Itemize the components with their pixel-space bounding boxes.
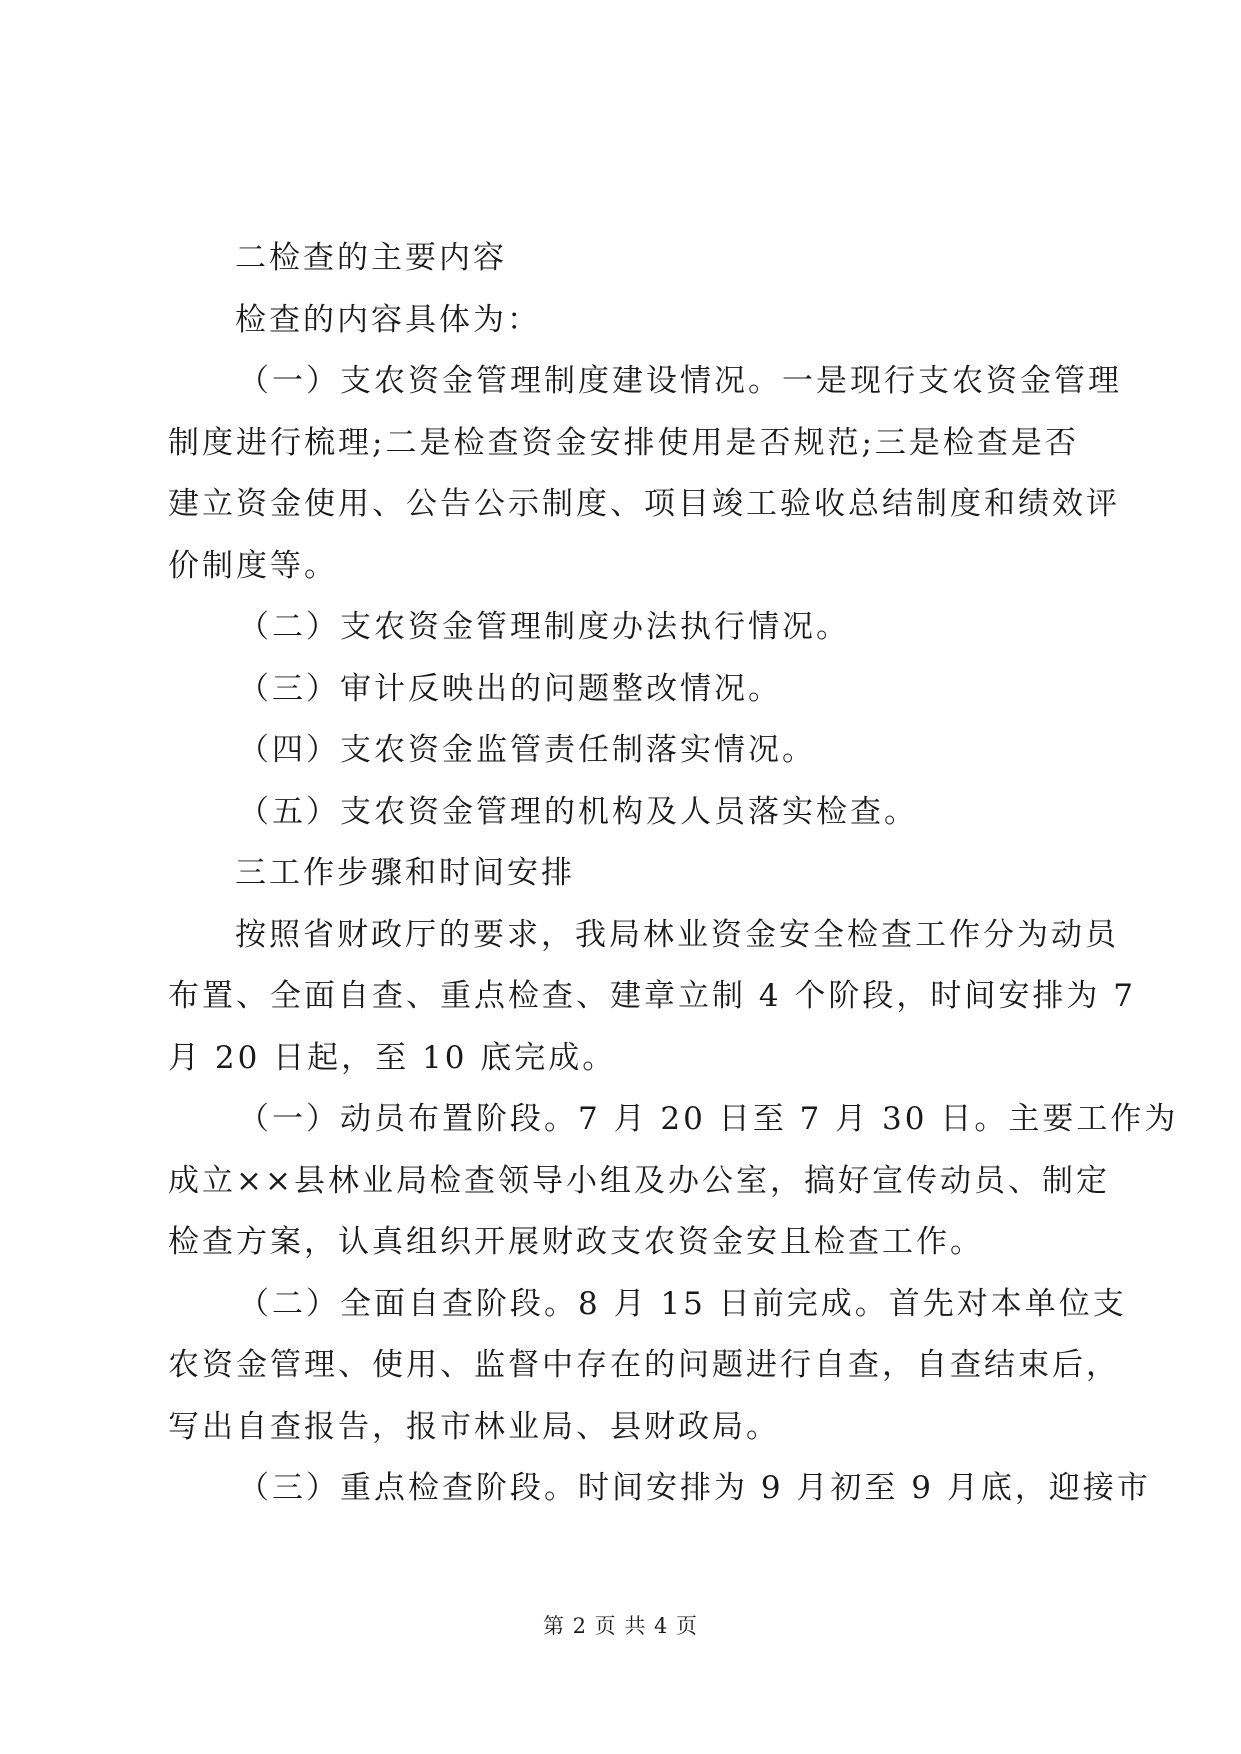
paragraph-line: 布置、全面自查、重点检查、建章立制 4 个阶段，时间安排为 7 xyxy=(168,978,1137,1014)
list-item: （四）支农资金监管责任制落实情况。 xyxy=(238,732,816,768)
paragraph-line: 建立资金使用、公告公示制度、项目竣工验收总结制度和绩效评 xyxy=(168,486,1120,522)
paragraph-line: 检查方案，认真组织开展财政支农资金安且检查工作。 xyxy=(168,1224,984,1260)
list-item: （三）重点检查阶段。时间安排为 9 月初至 9 月底，迎接市 xyxy=(238,1470,1151,1506)
paragraph-line: 成立××县林业局检查领导小组及办公室，搞好宣传动员、制定 xyxy=(168,1162,1110,1199)
section-heading: 二检查的主要内容 xyxy=(235,240,507,276)
list-item: （五）支农资金管理的机构及人员落实检查。 xyxy=(238,793,918,830)
list-item: （三）审计反映出的问题整改情况。 xyxy=(238,670,782,707)
paragraph-line: 农资金管理、使用、监督中存在的问题进行自查，自查结束后， xyxy=(168,1347,1120,1383)
paragraph-line: 检查的内容具体为： xyxy=(235,301,541,338)
paragraph-line: 写出自查报告，报市林业局、县财政局。 xyxy=(168,1408,780,1445)
list-item: （二）全面自查阶段。8 月 15 日前完成。首先对本单位支 xyxy=(238,1285,1127,1322)
list-item: （二）支农资金管理制度办法执行情况。 xyxy=(238,609,850,645)
list-item: （一）动员布置阶段。7 月 20 日至 7 月 30 日。主要工作为 xyxy=(238,1101,1179,1137)
document-body xyxy=(168,228,1179,1520)
paragraph-line: 按照省财政厅的要求，我局林业资金安全检查工作分为动员 xyxy=(235,916,1119,953)
section-heading: 三工作步骤和时间安排 xyxy=(235,855,575,891)
paragraph-line: 价制度等。 xyxy=(168,547,338,584)
page-number-footer: 第 2 页 共 4 页 xyxy=(542,1614,699,1638)
paragraph-line: 月 20 日起，至 10 底完成。 xyxy=(168,1039,617,1076)
list-item: （一）支农资金管理制度建设情况。一是现行支农资金管理 xyxy=(238,363,1122,399)
paragraph-line: 制度进行梳理;二是检查资金安排使用是否规范;三是检查是否 xyxy=(168,424,1079,461)
